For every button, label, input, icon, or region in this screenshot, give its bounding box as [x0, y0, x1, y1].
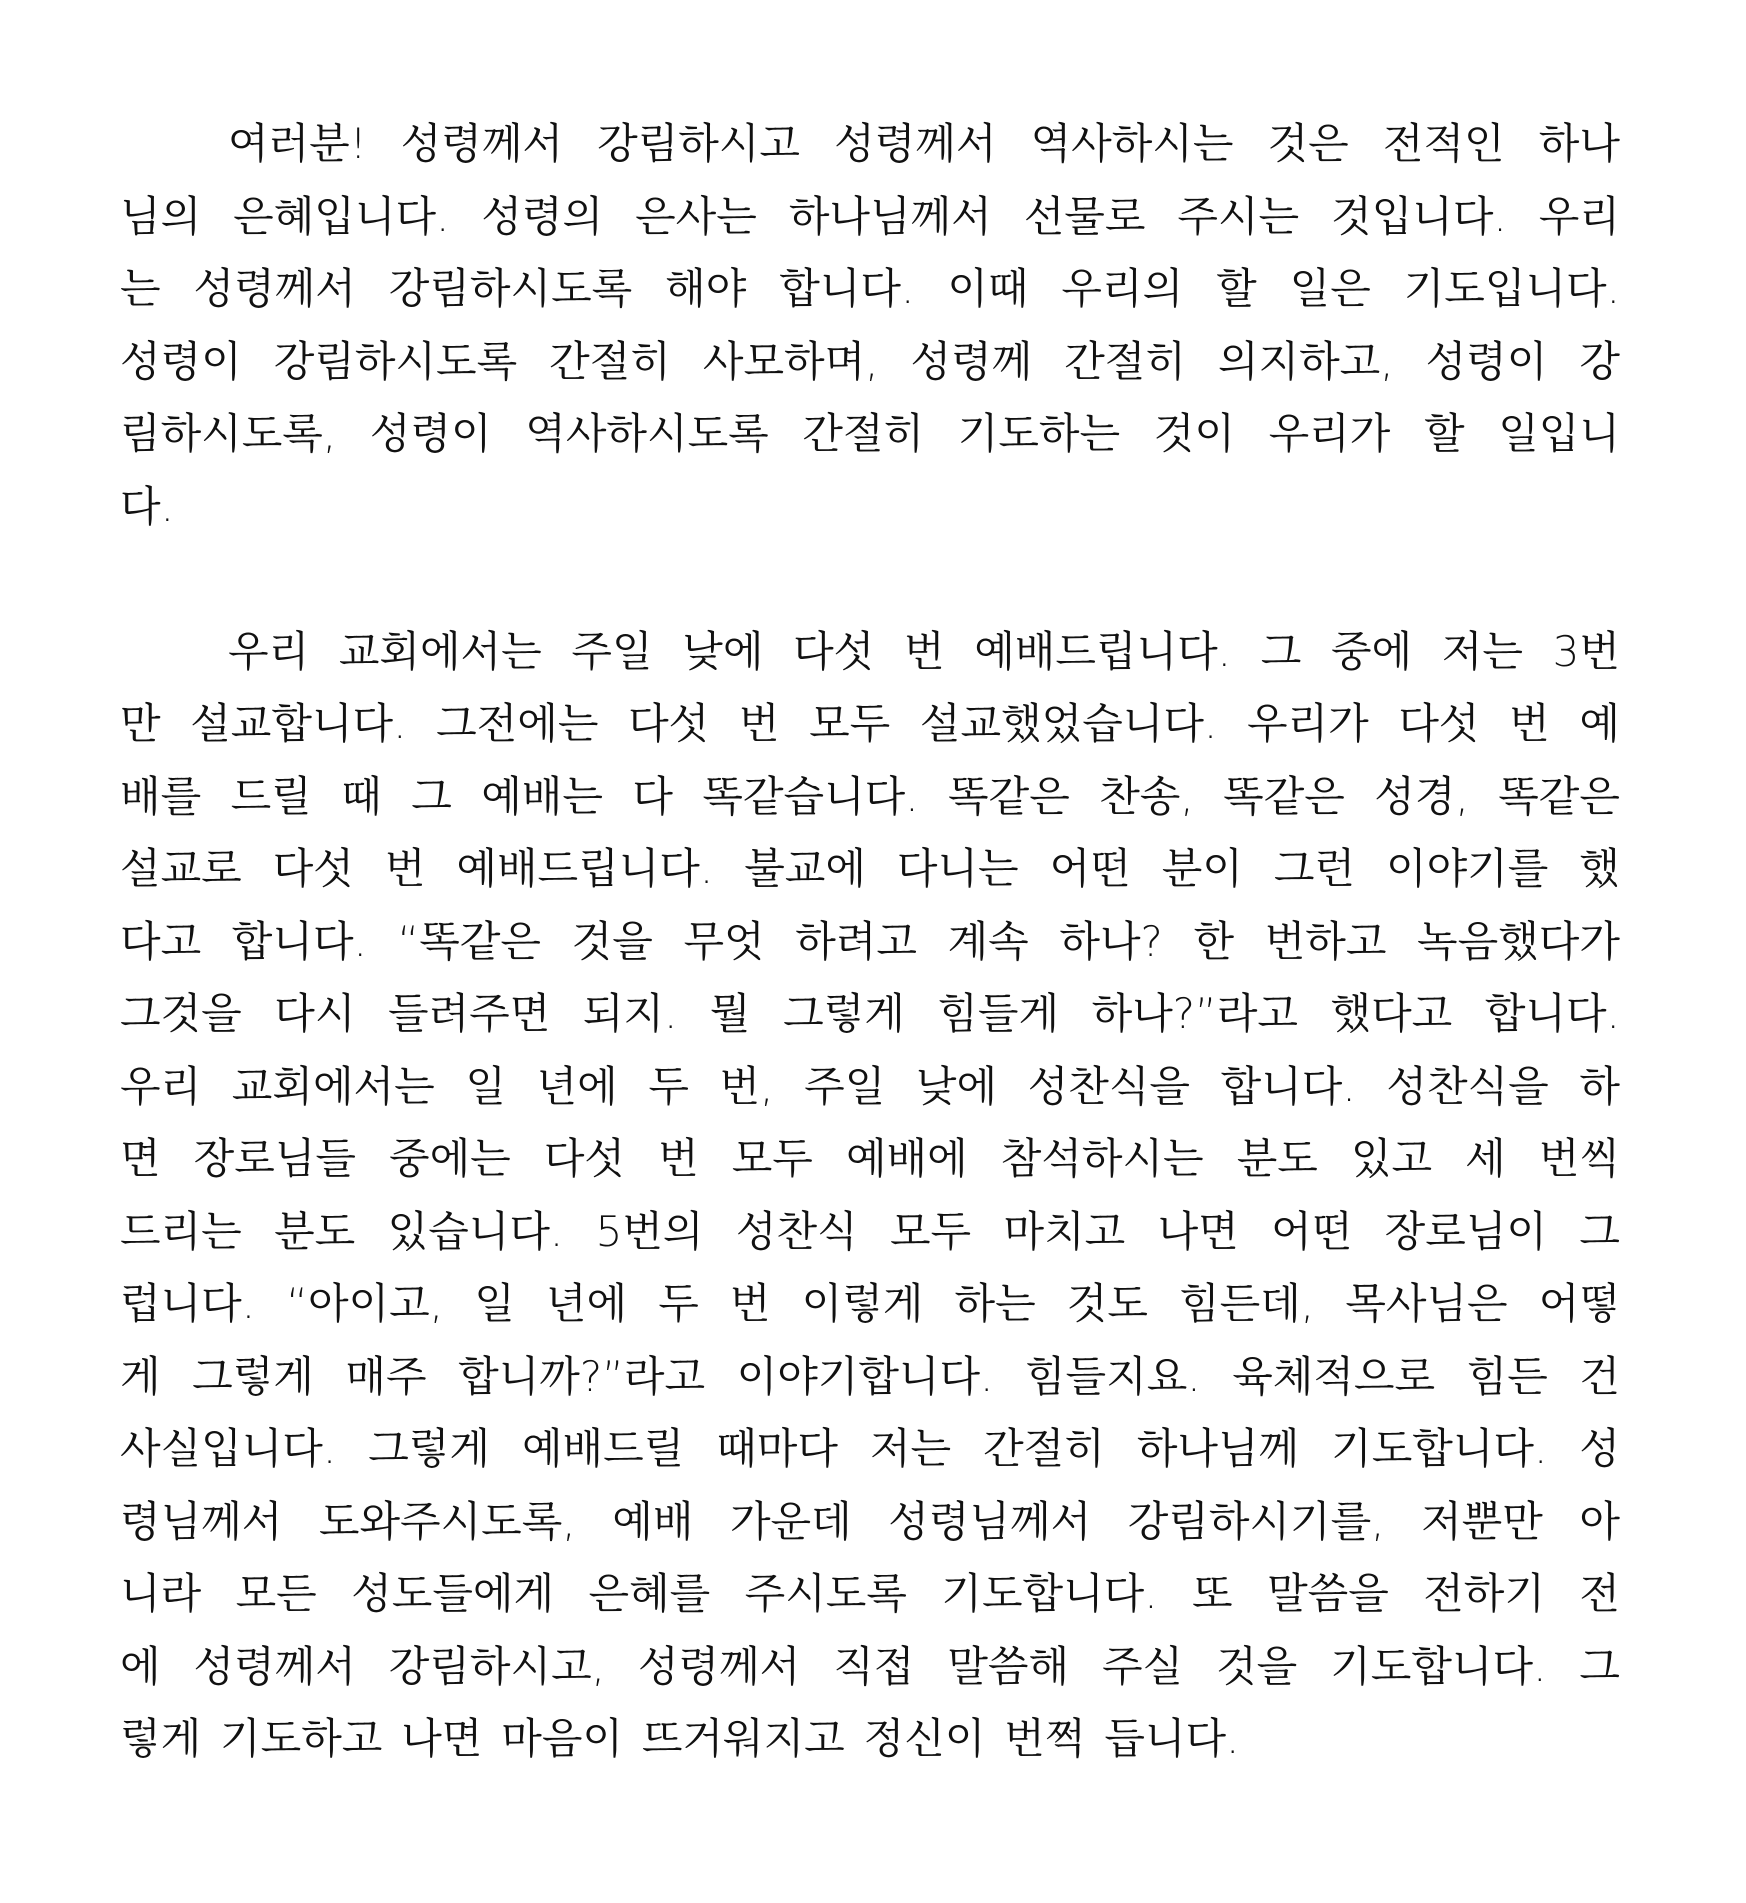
word: 역사하시는: [1030, 119, 1234, 168]
word: 힘들게: [937, 989, 1060, 1038]
text-line: [120, 1051, 1620, 1124]
word: 우리: [1538, 191, 1620, 241]
word: “똑같은: [397, 916, 541, 966]
word: 교회에서는: [338, 626, 542, 676]
text-line: [120, 906, 1620, 979]
word: 힘든: [1466, 1351, 1548, 1401]
word: 분이: [1161, 844, 1243, 893]
word: 하려고: [795, 916, 917, 966]
word: 해야: [665, 264, 747, 313]
word: 장로님이: [1384, 1206, 1547, 1256]
word: 설교합니다.: [190, 699, 407, 748]
word: 모두: [809, 699, 891, 748]
word: 하나님께: [1136, 1424, 1300, 1473]
word: 저뿐만: [1421, 1496, 1543, 1546]
word: 똑같은: [1498, 771, 1620, 821]
word: 예배에: [845, 1134, 968, 1183]
word: 면: [120, 1134, 161, 1183]
word: 그렇게: [368, 1424, 490, 1473]
word: 다섯: [543, 1134, 625, 1183]
word: 주시는: [1177, 191, 1300, 241]
word: 것을: [571, 916, 653, 966]
word: 예배: [612, 1496, 694, 1546]
word: 주시도록: [744, 1569, 907, 1618]
word: 전하기: [1423, 1569, 1545, 1618]
word: 번,: [719, 1061, 774, 1111]
word: 그것을: [120, 989, 242, 1038]
word: 우리: [228, 626, 310, 676]
word: 성령이: [1425, 336, 1548, 386]
word: 들려주면: [388, 989, 551, 1038]
word: 렇게: [120, 1714, 202, 1763]
word: 기도합니다.: [941, 1569, 1158, 1618]
word: 되지.: [582, 989, 678, 1038]
word: 주일: [571, 626, 653, 676]
word: 모두: [889, 1206, 972, 1256]
word: 할: [1423, 409, 1465, 458]
word: 년에: [545, 1279, 628, 1328]
word: 우리: [120, 1061, 202, 1111]
word: 번: [1509, 699, 1550, 748]
word: 강림하시고: [597, 119, 801, 168]
word: 힘든데,: [1179, 1279, 1315, 1328]
text-line: [120, 398, 1620, 471]
word: 그런: [1273, 844, 1356, 893]
word: 럽니다.: [120, 1279, 256, 1328]
word: 할: [1216, 264, 1257, 313]
word: 강림하시도록: [388, 264, 633, 313]
word: 성령께서: [193, 1641, 356, 1691]
word: 계속: [947, 916, 1029, 966]
word: 예: [1579, 699, 1620, 748]
word: 세: [1465, 1134, 1506, 1183]
document-page: [120, 108, 1620, 1776]
word: 어떤: [1049, 844, 1131, 893]
word: 건: [1579, 1351, 1620, 1401]
word: 여러분!: [228, 119, 367, 168]
word: 낮에: [915, 1061, 998, 1111]
word: 중에: [1330, 626, 1413, 676]
word: 우리가: [1246, 699, 1369, 748]
word: 성령이: [369, 409, 492, 458]
word: 강림하시도록: [273, 336, 518, 386]
word: 똑같습니다.: [702, 771, 919, 821]
word: 드리는: [120, 1206, 242, 1256]
text-line: [120, 616, 1620, 689]
word: 저는: [869, 1424, 952, 1473]
word: 강림하시고,: [388, 1641, 605, 1691]
word: 일입니: [1498, 409, 1620, 458]
word: 기도입니다.: [1403, 264, 1620, 313]
text-line: [120, 978, 1620, 1051]
word: 번: [738, 699, 780, 748]
word: 분도: [1236, 1134, 1318, 1183]
word: 것도: [1066, 1279, 1148, 1328]
word: 것이: [1153, 409, 1235, 458]
word: 번: [658, 1134, 699, 1183]
word: 우리의: [1061, 264, 1184, 313]
word: 녹음했다가: [1417, 916, 1620, 966]
word: 때: [341, 771, 382, 821]
word: 다섯: [1398, 699, 1480, 748]
word: 간절히: [549, 336, 671, 386]
word: 예배드릴: [521, 1424, 685, 1473]
word: 모든: [235, 1569, 317, 1618]
word: 강: [1579, 336, 1620, 386]
word: 교회에서는: [231, 1061, 435, 1111]
word: 다섯: [272, 844, 354, 893]
word: 의지하고,: [1217, 336, 1394, 386]
word: 년에: [536, 1061, 618, 1111]
word: 성령께서: [193, 264, 356, 313]
word: 성령의: [481, 191, 604, 241]
word: 때마다: [716, 1424, 838, 1473]
word: 림하시도록,: [120, 409, 337, 458]
word: 했다고: [1330, 989, 1453, 1038]
word: 참석하시는: [1000, 1134, 1204, 1183]
word: 두: [658, 1279, 699, 1328]
text-line: [120, 181, 1620, 254]
word: 는: [120, 264, 161, 313]
word: 다고: [120, 916, 202, 966]
word: 모두: [731, 1134, 813, 1183]
word: 있고: [1350, 1134, 1433, 1183]
word: 그렇게: [192, 1351, 314, 1401]
word: 번: [729, 1279, 771, 1328]
word: 다섯: [628, 699, 710, 748]
word: 성령이: [120, 336, 242, 386]
word: 합니다.: [1484, 989, 1620, 1038]
word: 예배드립니다.: [456, 844, 714, 893]
word: 성령께서: [637, 1641, 801, 1691]
word: 설교했었습니다.: [919, 699, 1218, 748]
word: 에: [120, 1641, 161, 1691]
word: 합니다.: [231, 916, 367, 966]
word: 다니는: [896, 844, 1019, 893]
word: 이때: [947, 264, 1029, 313]
word: 도와주시도록,: [318, 1496, 576, 1546]
word: 분도: [274, 1206, 356, 1256]
word: 마음이: [501, 1714, 623, 1763]
word: 불교에: [744, 844, 866, 893]
word: 만: [120, 699, 161, 748]
word: 합니까?”라고: [458, 1351, 706, 1401]
word: 주일: [804, 1061, 886, 1111]
word: 다시: [274, 989, 356, 1038]
text-line: [120, 326, 1620, 399]
word: 간절히: [802, 409, 925, 458]
word: 것을: [1216, 1641, 1298, 1691]
word: 성: [1579, 1424, 1620, 1473]
text-line: [120, 108, 1620, 181]
word: 기도하고: [220, 1714, 383, 1763]
word: 똑같은: [1223, 771, 1345, 821]
word: 것입니다.: [1331, 191, 1507, 241]
word: 성찬식: [735, 1206, 858, 1256]
word: 무엇: [683, 916, 765, 966]
text-line: [120, 1486, 1620, 1559]
word: 하나님께서: [788, 191, 992, 241]
word: 했: [1579, 844, 1620, 893]
word: 님의: [120, 191, 202, 241]
word: 성령님께서: [888, 1496, 1092, 1546]
word: 은혜입니다.: [233, 191, 450, 241]
word: 니라: [120, 1569, 202, 1618]
word: 목사님은: [1345, 1279, 1508, 1328]
word: 하나?: [1059, 916, 1163, 966]
text-line: [120, 1631, 1620, 1704]
word: 일은: [1289, 264, 1371, 313]
word: 똑같은: [948, 771, 1070, 821]
word: 기도합니다.: [1331, 1424, 1548, 1473]
word: 한: [1193, 916, 1235, 966]
word: 5번의: [595, 1206, 704, 1256]
paragraph-1: [120, 108, 1620, 543]
word: 배를: [120, 771, 202, 821]
word: 주실: [1101, 1641, 1184, 1691]
word: 육체적으로: [1232, 1351, 1436, 1401]
word: 듭니다.: [1104, 1714, 1240, 1763]
text-line: [120, 1341, 1620, 1414]
paragraph-spacer: [120, 543, 1620, 616]
word: 그: [411, 771, 452, 821]
word: 합니다.: [779, 264, 915, 313]
word: 직접: [833, 1641, 915, 1691]
word: 성도들에게: [351, 1569, 555, 1618]
word: 그전에는: [436, 699, 599, 748]
word: 가운데: [729, 1496, 852, 1546]
word: 다섯: [793, 626, 875, 676]
word: 선물로: [1023, 191, 1146, 241]
word: 장로님들: [193, 1134, 356, 1183]
word: 령님께서: [120, 1496, 283, 1546]
word: 간절히: [983, 1424, 1105, 1473]
word: 말씀해: [947, 1641, 1070, 1691]
word: 찬송,: [1099, 771, 1194, 821]
word: 하는: [954, 1279, 1036, 1328]
word: 은혜를: [588, 1569, 711, 1618]
word: 설교로: [120, 844, 242, 893]
word: 예배드립니다.: [974, 626, 1231, 676]
word: 있습니다.: [387, 1206, 564, 1256]
word: 역사하시도록: [525, 409, 769, 458]
word: 사실입니다.: [120, 1424, 337, 1473]
word: 3번: [1552, 626, 1620, 676]
text-line: [120, 1123, 1620, 1196]
word: 그: [1579, 1206, 1620, 1256]
word: 하나: [1538, 119, 1620, 168]
word: 강림하시기를,: [1127, 1496, 1385, 1546]
word: 성령께서: [834, 119, 997, 168]
word: 은사는: [635, 191, 757, 241]
text-line: [120, 1558, 1620, 1631]
word: 중에는: [389, 1134, 511, 1183]
word: 기도합니다.: [1330, 1641, 1547, 1691]
word: 예배는: [481, 771, 603, 821]
word: 번씩: [1538, 1134, 1620, 1183]
word: 어떻: [1538, 1279, 1620, 1328]
word: 전적인: [1382, 119, 1505, 168]
word: 마치고: [1003, 1206, 1126, 1256]
word: 일: [474, 1279, 515, 1328]
word: 하: [1579, 1061, 1620, 1111]
word: 뜨거워지고: [641, 1714, 845, 1763]
word: 드릴: [230, 771, 312, 821]
word: 성령께서: [400, 119, 563, 168]
word: 이야기를: [1386, 844, 1549, 893]
word: 이야기합니다.: [736, 1351, 994, 1401]
word: 성경,: [1374, 771, 1469, 821]
word: 성찬식을: [1386, 1061, 1549, 1111]
word: 정신이: [863, 1714, 986, 1763]
word: 번쩍: [1004, 1714, 1086, 1763]
text-line: [120, 1268, 1620, 1341]
word: 성찬식을: [1027, 1061, 1191, 1111]
text-line: [120, 1196, 1620, 1269]
text-line: [120, 253, 1620, 326]
text-line: [120, 1703, 1620, 1776]
word: 다: [632, 771, 673, 821]
word: 매주: [345, 1351, 427, 1401]
text-line: [120, 471, 1620, 544]
word: 힘들지요.: [1024, 1351, 1201, 1401]
word: 것은: [1267, 119, 1349, 168]
word: 아: [1579, 1496, 1620, 1546]
word: 그렇게: [783, 989, 905, 1038]
word: 전: [1579, 1569, 1620, 1618]
text-line: [120, 761, 1620, 834]
word: 게: [120, 1351, 161, 1401]
word: 나면: [1157, 1206, 1239, 1256]
word: 말씀을: [1267, 1569, 1389, 1618]
word: 성령께: [910, 336, 1033, 386]
text-line: [120, 1413, 1620, 1486]
word: 그: [1579, 1641, 1620, 1691]
word: 기도하는: [957, 409, 1121, 458]
text-line: [120, 833, 1620, 906]
word: 또: [1192, 1569, 1233, 1618]
word: 번하고: [1264, 916, 1387, 966]
word: 어떤: [1271, 1206, 1353, 1256]
word: 번: [903, 626, 945, 676]
text-line: [120, 688, 1620, 761]
word: 나면: [401, 1714, 483, 1763]
word: 합니다.: [1220, 1061, 1356, 1111]
word: 우리가: [1268, 409, 1391, 458]
word: 번: [384, 844, 426, 893]
word: “아이고,: [286, 1279, 444, 1328]
word: 사모하며,: [702, 336, 879, 386]
word: 일: [465, 1061, 506, 1111]
paragraph-2: [120, 616, 1620, 1776]
word: 간절히: [1064, 336, 1186, 386]
word: 저는: [1441, 626, 1523, 676]
word: 뭘: [709, 989, 751, 1038]
word: 이렇게: [801, 1279, 924, 1328]
word: 하나?”라고: [1091, 989, 1298, 1038]
word: 두: [648, 1061, 689, 1111]
word: 다.: [120, 481, 174, 531]
word: 낮에: [682, 626, 764, 676]
word: 그: [1260, 626, 1302, 676]
